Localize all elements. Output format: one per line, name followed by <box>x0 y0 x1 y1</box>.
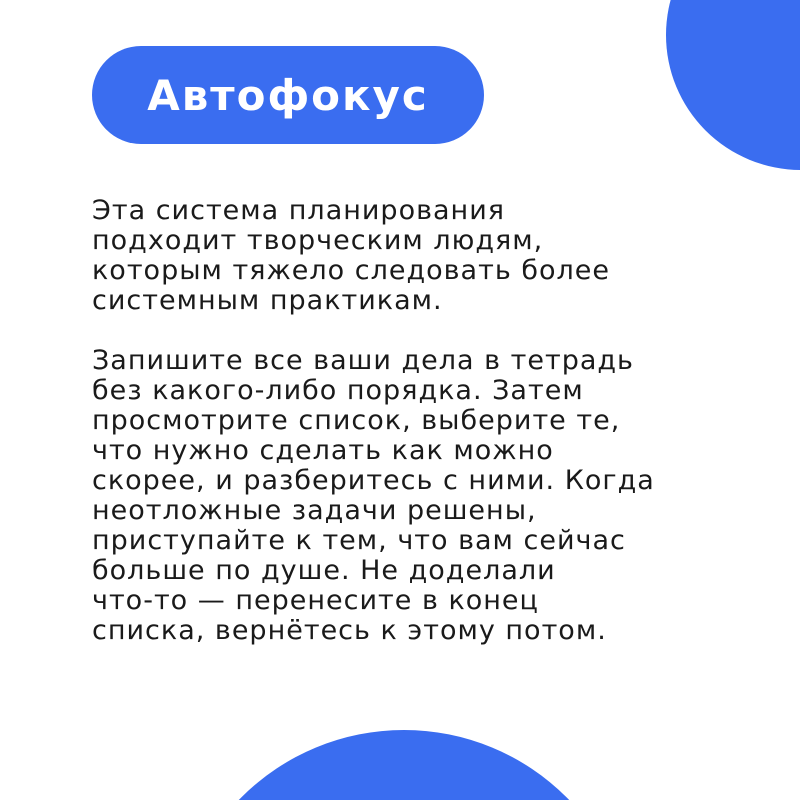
decorative-circle-top-right <box>666 0 800 170</box>
title-pill <box>92 46 484 144</box>
text-line: Запишите все ваши дела в тетрадь <box>92 345 634 376</box>
text-line: неотложные задачи решены, <box>92 495 537 526</box>
text-line: что нужно сделать как можно <box>92 435 554 466</box>
text-line: Эта система планирования <box>92 195 505 226</box>
text-line: больше по душе. Не доделали <box>92 555 556 586</box>
text-line: без какого-либо порядка. Затем <box>92 375 584 406</box>
text-line: которым тяжело следовать более <box>92 255 610 286</box>
text-line: приступайте к тем, что вам сейчас <box>92 525 626 556</box>
text-line: списка, вернётесь к этому потом. <box>92 615 607 646</box>
text-line: системным практикам. <box>92 285 443 316</box>
decorative-circle-bottom <box>174 730 634 800</box>
text-line: скорее, и разберитесь с ними. Когда <box>92 465 655 496</box>
text-line: что-то — перенесите в конец <box>92 585 539 616</box>
body-text <box>92 196 772 646</box>
text-line: просмотрите список, выберите те, <box>92 405 621 436</box>
text-line: подходит творческим людям, <box>92 225 544 256</box>
paragraph-instructions <box>92 346 772 646</box>
page-title: Автофокус <box>147 70 429 120</box>
paragraph-intro <box>92 196 772 316</box>
